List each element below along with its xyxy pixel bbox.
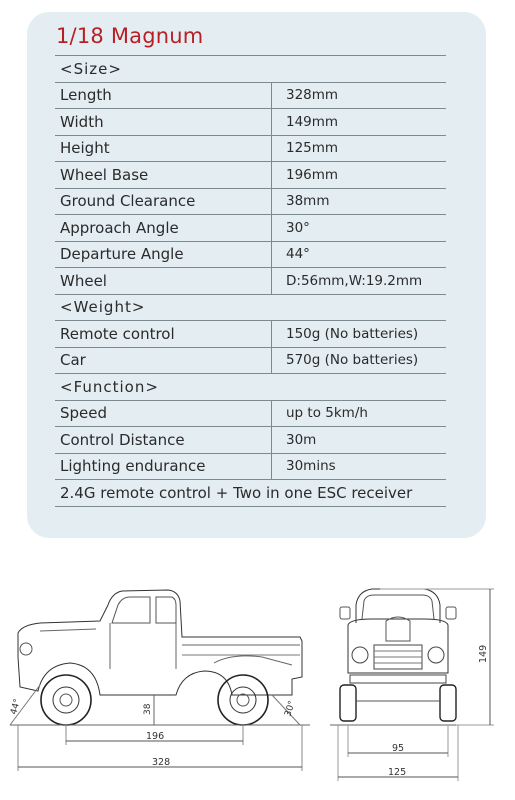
spec-value: 44°: [272, 241, 447, 268]
spec-value: 570g (No batteries): [272, 347, 447, 374]
section-row: [55, 56, 446, 83]
spec-label: Length: [55, 82, 272, 109]
spec-label: Ground Clearance: [55, 188, 272, 215]
table-row: [55, 321, 446, 348]
table-row: [55, 109, 446, 136]
table-row: [55, 215, 446, 242]
section-function: <Function>: [55, 374, 446, 401]
truck-front-view: [340, 589, 456, 721]
spec-value: 30°: [272, 215, 447, 242]
spec-label: Width: [55, 109, 272, 136]
spec-value: up to 5km/h: [272, 400, 447, 427]
spec-value: 30mins: [272, 453, 447, 480]
spec-value: 328mm: [272, 82, 447, 109]
table-row: [55, 453, 446, 480]
section-weight: <Weight>: [55, 294, 446, 321]
section-row: [55, 374, 446, 401]
departure-angle-label: 30°: [283, 699, 298, 718]
dimension-drawing: [0, 545, 515, 795]
wheelbase-label: 196: [146, 731, 165, 742]
spec-label: Wheel: [55, 268, 272, 295]
table-row: [55, 347, 446, 374]
table-row: [55, 82, 446, 109]
length-label: 328: [152, 757, 171, 768]
spec-value: 196mm: [272, 162, 447, 189]
spec-label: Departure Angle: [55, 241, 272, 268]
section-row: [55, 294, 446, 321]
spec-label: Speed: [55, 400, 272, 427]
spec-label: Remote control: [55, 321, 272, 348]
table-row: [55, 268, 446, 295]
spec-label: Car: [55, 347, 272, 374]
table-row: [55, 241, 446, 268]
track-label: 95: [392, 743, 405, 754]
approach-angle-label: 44°: [9, 697, 24, 716]
section-size: <Size>: [55, 56, 446, 83]
spec-label: Control Distance: [55, 427, 272, 454]
spec-label: Height: [55, 135, 272, 162]
spec-label: Wheel Base: [55, 162, 272, 189]
spec-value: 30m: [272, 427, 447, 454]
clearance-label: 38: [143, 703, 153, 715]
product-title: 1/18 Magnum: [56, 24, 204, 48]
spec-value: 150g (No batteries): [272, 321, 447, 348]
spec-value: D:56mm,W:19.2mm: [272, 268, 447, 295]
spec-value: 38mm: [272, 188, 447, 215]
table-row: [55, 400, 446, 427]
truck-side-view: [18, 590, 302, 725]
spec-value: 125mm: [272, 135, 447, 162]
spec-table: [55, 55, 446, 507]
feature-note: 2.4G remote control + Two in one ESC receiver: [55, 480, 446, 507]
table-row: [55, 135, 446, 162]
spec-label: Lighting endurance: [55, 453, 272, 480]
spec-value: 149mm: [272, 109, 447, 136]
height-label: 149: [478, 644, 489, 663]
width-label: 125: [388, 767, 407, 778]
spec-label: Approach Angle: [55, 215, 272, 242]
note-row: [55, 480, 446, 507]
table-row: [55, 162, 446, 189]
table-row: [55, 188, 446, 215]
table-row: [55, 427, 446, 454]
